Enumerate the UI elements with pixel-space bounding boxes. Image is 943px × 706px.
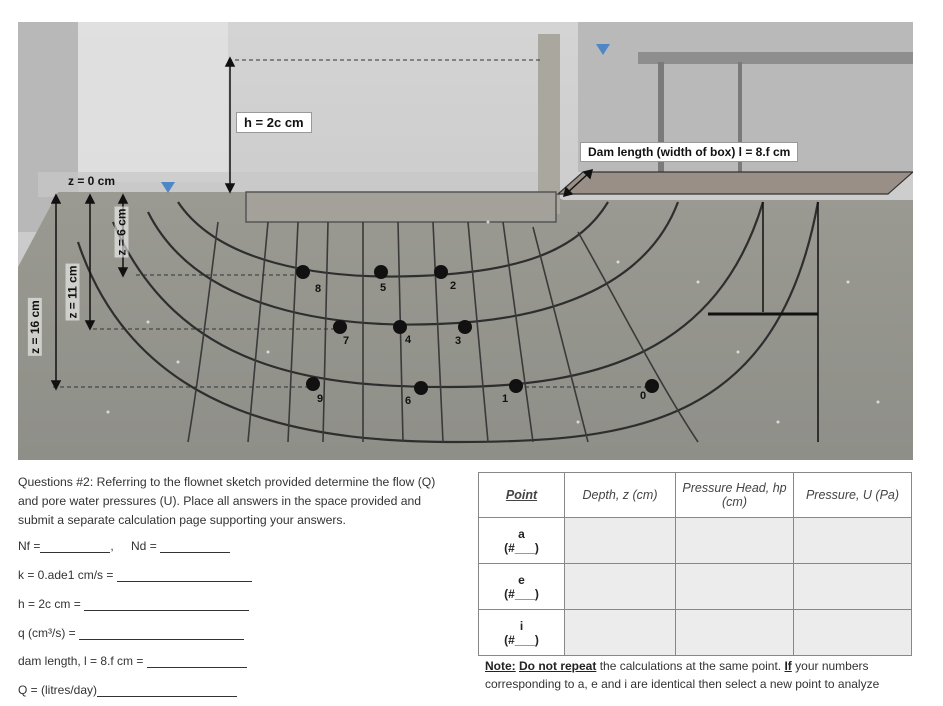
row-point-e: e (#___) (479, 564, 565, 610)
table-row (479, 564, 912, 610)
nd-label: Nd = (131, 539, 157, 553)
point-number: 8 (315, 283, 322, 295)
flownet-photo (18, 22, 913, 460)
k-line (18, 568, 252, 582)
header-point: Point (479, 473, 565, 518)
z16-label: z = 16 cm (27, 300, 42, 354)
q-answer-field[interactable] (79, 627, 244, 640)
nf-answer-field[interactable] (40, 540, 110, 553)
point-number: 2 (450, 280, 457, 292)
z6-label: z = 6 cm (114, 208, 129, 256)
cell-pressure-head-i[interactable] (676, 610, 794, 656)
dam-line (18, 654, 247, 668)
Q-line (18, 683, 237, 697)
point-number: 6 (405, 395, 412, 407)
header-pressure-head: Pressure Head, hp (cm) (676, 473, 794, 518)
answer-table (478, 472, 912, 656)
note-title: Note: (485, 659, 516, 673)
point-number: 4 (405, 334, 412, 346)
questions-intro (18, 473, 458, 530)
h-answer-label: h = 2c cm = (18, 597, 81, 611)
header-pressure: Pressure, U (Pa) (794, 473, 912, 518)
cell-depth-i[interactable] (565, 610, 676, 656)
z11-label: z = 11 cm (65, 265, 80, 319)
header-depth: Depth, z (cm) (565, 473, 676, 518)
point-number: 9 (317, 393, 324, 405)
row-point-i: i (#___) (479, 610, 565, 656)
h-label: h = 2c cm (236, 112, 312, 133)
q-line (18, 626, 244, 640)
cell-pressure-e[interactable] (794, 564, 912, 610)
nf-nd-line: Nf = , Nd = (18, 539, 230, 553)
z0-label: z = 0 cm (68, 174, 116, 188)
dam-answer-label: dam length, l = 8.f cm = (18, 654, 144, 668)
note-part3: If (784, 659, 792, 673)
k-label: k = 0.ade1 cm/s = (18, 568, 114, 582)
cell-pressure-a[interactable] (794, 518, 912, 564)
note-part2: the calculations at the same point. (596, 659, 785, 673)
table-header-row (479, 473, 912, 518)
note-part1: Do not repeat (519, 659, 597, 673)
questions-text: Questions #2: Referring to the flownet sketch provided determine the flow (Q) and pore water pressures (U). Place all answers in the space provided and submit a separate calculation page supporting your answers. (18, 475, 436, 527)
q-label: q (cm³/s) = (18, 626, 76, 640)
Q-answer-field[interactable] (97, 684, 237, 697)
note-text (485, 657, 925, 693)
cell-pressure-head-e[interactable] (676, 564, 794, 610)
point-number: 0 (640, 390, 647, 402)
h-answer-field[interactable] (84, 598, 249, 611)
table-row (479, 518, 912, 564)
point-number: 1 (502, 393, 509, 405)
nd-answer-field[interactable] (160, 540, 230, 553)
cell-pressure-head-a[interactable] (676, 518, 794, 564)
dam-answer-field[interactable] (147, 655, 247, 668)
point-number: 7 (343, 335, 350, 347)
cell-pressure-i[interactable] (794, 610, 912, 656)
dam-length-label: Dam length (width of box) l = 8.f cm (580, 142, 798, 162)
table-row (479, 610, 912, 656)
row-point-a: a (#___) (479, 518, 565, 564)
point-number: 3 (455, 335, 462, 347)
k-answer-field[interactable] (117, 569, 252, 582)
h-line (18, 597, 249, 611)
cell-depth-e[interactable] (565, 564, 676, 610)
point-number: 5 (380, 282, 387, 294)
nf-label: Nf = (18, 539, 41, 553)
Q-label: Q = (litres/day) (18, 683, 98, 697)
note-part4: your numbers corresponding to a, e and i are identical then select a new point to analyze (485, 659, 880, 691)
cell-depth-a[interactable] (565, 518, 676, 564)
